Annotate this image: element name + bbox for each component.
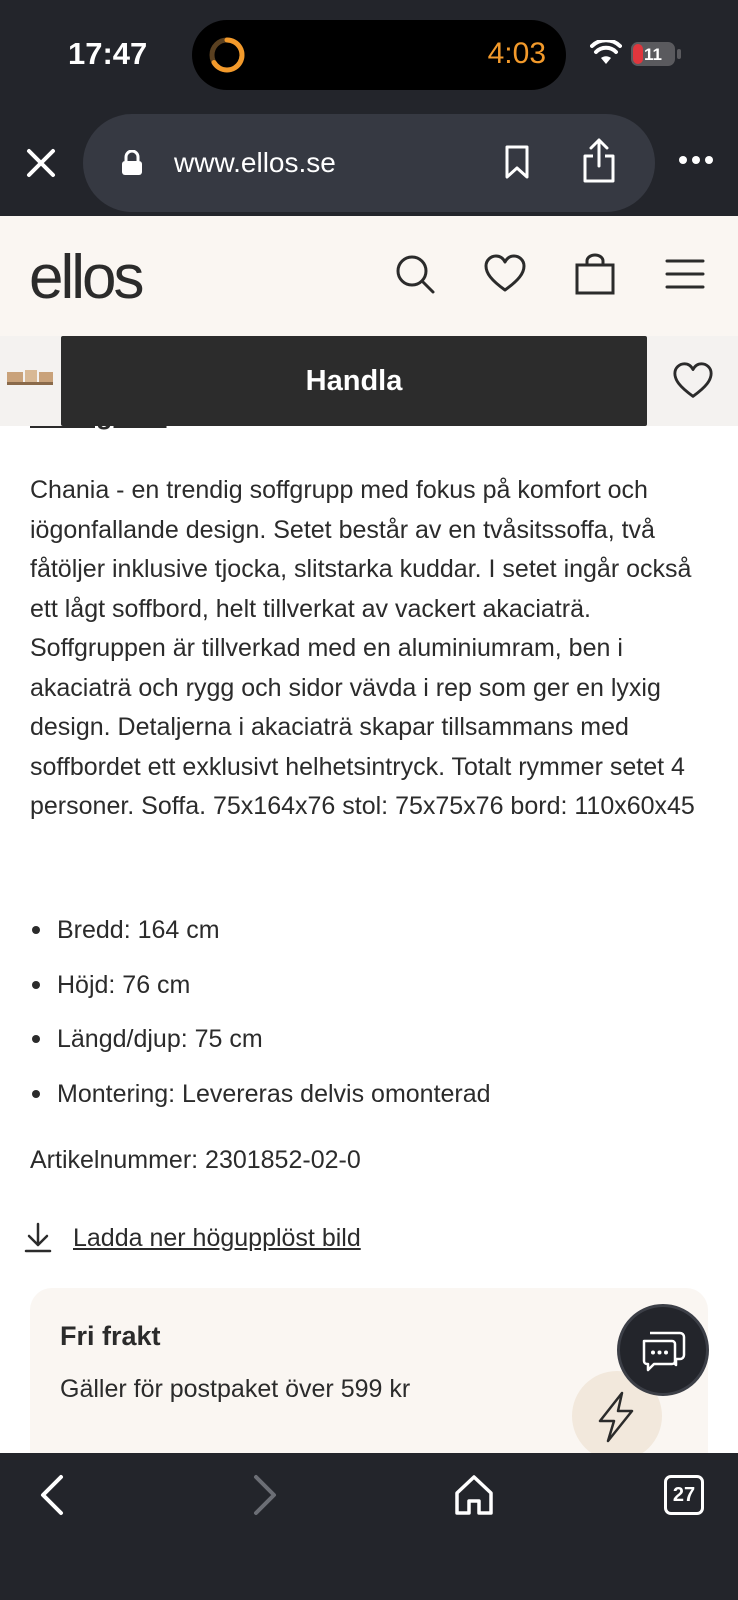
product-description: Chania - en trendig soffgrupp med fokus på komfort och iögonfallande design. Setet består av en tvåsitssoffa, två fåtöljer inklusive tjocka, slitstarka kuddar. I setet ingår också ett lågt soffbord, helt tillverkat av vackert akaciaträ. Soffgruppen är tillverkad med en aluminiumram, ben i akaciaträ och rygg och sidor vävda i rep som ger en lyxig design. Detaljerna i akaciaträ skapar tillsammans med soffbordet ett exklusivt helhetsintryck. Totalt rymmer setet 4 personer. Soffa. 75x164x76 stol: 75x75x76 bord: 110x60x45 <box>30 476 695 820</box>
browser-bar <box>0 112 738 216</box>
search-icon[interactable] <box>393 252 437 296</box>
bookmark-icon[interactable] <box>503 144 531 180</box>
shipping-text: Gäller för postpaket över 599 kr <box>60 1375 411 1403</box>
spec-list <box>30 903 720 1121</box>
article-number: Artikelnummer: 2301852-02-0 <box>30 1146 361 1174</box>
lock-icon <box>121 150 143 176</box>
timer-ring-icon <box>208 36 246 74</box>
site-header <box>0 216 738 336</box>
product-thumbnail[interactable] <box>5 362 55 398</box>
site-logo[interactable]: ellos <box>29 243 142 312</box>
dynamic-island <box>192 20 566 90</box>
battery-level: 11 <box>644 45 662 64</box>
heart-icon[interactable] <box>483 252 527 296</box>
chat-button[interactable] <box>617 1304 709 1396</box>
download-row[interactable] <box>24 1218 361 1258</box>
shipping-title: Fri frakt <box>60 1321 161 1351</box>
spec-item: Höjd: 76 cm <box>30 958 720 1013</box>
spec-item: Montering: Levereras delvis omonterad <box>30 1067 720 1122</box>
download-icon <box>24 1222 52 1254</box>
tabs-button[interactable]: 27 <box>664 1475 704 1515</box>
island-timer: 4:03 <box>487 37 546 70</box>
more-icon[interactable] <box>678 154 714 166</box>
sticky-buy-bar <box>0 336 738 426</box>
share-icon[interactable] <box>581 138 617 184</box>
status-bar <box>0 0 738 112</box>
favorite-heart-icon[interactable] <box>672 360 714 402</box>
buy-button[interactable]: Handla <box>61 336 647 426</box>
forward-icon[interactable] <box>240 1473 284 1517</box>
back-icon[interactable] <box>33 1473 77 1517</box>
download-link[interactable]: Ladda ner högupplöst bild <box>73 1223 361 1252</box>
bag-icon[interactable] <box>573 252 617 296</box>
spec-item: Bredd: 164 cm <box>30 903 720 958</box>
url-text: www.ellos.se <box>174 147 336 178</box>
wifi-icon <box>590 40 622 66</box>
chat-icon <box>640 1329 688 1373</box>
status-time: 17:47 <box>68 36 148 71</box>
bottom-toolbar <box>0 1453 738 1600</box>
lightning-icon <box>594 1391 638 1443</box>
menu-icon[interactable] <box>663 252 707 296</box>
spec-item: Längd/djup: 75 cm <box>30 1012 720 1067</box>
home-icon[interactable] <box>452 1473 496 1517</box>
address-bar[interactable] <box>83 114 655 212</box>
close-icon[interactable] <box>22 144 60 182</box>
